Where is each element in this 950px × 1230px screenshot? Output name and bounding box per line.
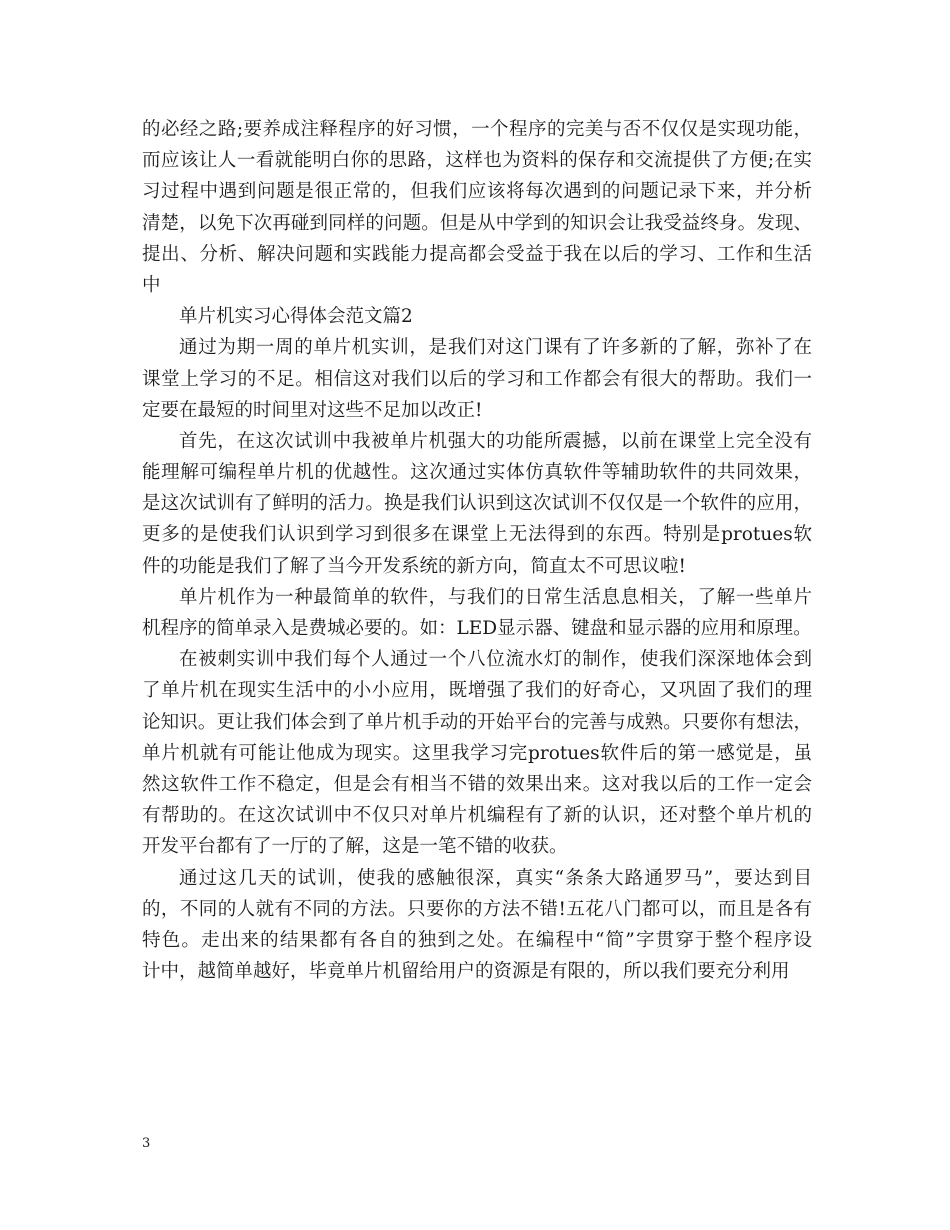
text-line: 了单片机在现实生活中的小小应用，既增强了我们的好奇心，又巩固了我们的理 — [142, 680, 812, 702]
text-line: 首先，在这次试训中我被单片机强大的功能所震撼，以前在课堂上完全没有 — [179, 430, 812, 452]
text-line: 习过程中遇到问题是很正常的，但我们应该将每次遇到的问题记录下来，并分析 — [142, 181, 812, 203]
text-line: 中 — [142, 274, 161, 296]
text-line: 定要在最短的时间里对这些不足加以改正! — [142, 399, 483, 421]
text-line: 的，不同的人就有不同的方法。只要你的方法不错!五花八门都可以，而且是各有 — [142, 898, 812, 920]
text-line: 然这软件工作不稳定，但是会有相当不错的效果出来。这对我以后的工作一定会 — [142, 773, 812, 795]
text-line: 单片机作为一种最简单的软件，与我们的日常生活息息相关，了解一些单片 — [179, 586, 812, 608]
text-line: 计中，越简单越好，毕竟单片机留给用户的资源是有限的，所以我们要充分利用 — [142, 961, 790, 983]
paragraph — [142, 863, 812, 988]
text-line: 论知识。更让我们体会到了单片机手动的开始平台的完善与成熟。只要你有想法， — [142, 711, 812, 733]
text-line: 是这次试训有了鲜明的活力。换是我们认识到这次试训不仅仅是一个软件的应用， — [142, 493, 812, 515]
paragraph — [142, 644, 812, 862]
text-line: 开发平台都有了一厅的了解，这是一笔不错的收获。 — [142, 836, 568, 858]
text-line: 在被刺实训中我们每个人通过一个八位流水灯的制作，使我们深深地体会到 — [179, 649, 812, 671]
page-number: 3 — [142, 1136, 151, 1151]
text-line: 更多的是使我们认识到学习到很多在课堂上无法得到的东西。特别是protues软 — [142, 524, 812, 546]
paragraph — [142, 426, 812, 582]
text-line: 清楚，以免下次再碰到同样的问题。但是从中学到的知识会让我受益终身。发现、 — [142, 212, 812, 234]
text-line: 特色。走出来的结果都有各自的独到之处。在编程中“简”字贯穿于整个程序设 — [142, 929, 812, 951]
text-line: 单片机就有可能让他成为现实。这里我学习完protues软件后的第一感觉是，虽 — [142, 742, 812, 764]
text-line: 通过为期一周的单片机实训，是我们对这门课有了许多新的了解，弥补了在 — [179, 337, 812, 359]
text-line: 件的功能是我们了解了当今开发系统的新方向，简直太不可思议啦! — [142, 555, 686, 577]
document-body — [142, 114, 812, 987]
text-line: 单片机实习心得体会范文篇2 — [179, 306, 413, 328]
text-line: 通过这几天的试训，使我的感触很深，真实“条条大路通罗马”，要达到目 — [179, 867, 812, 889]
paragraph — [142, 301, 812, 332]
paragraph — [142, 332, 812, 426]
paragraph — [142, 582, 812, 644]
text-line: 而应该让人一看就能明白你的思路，这样也为资料的保存和交流提供了方便;在实 — [142, 150, 812, 172]
text-line: 课堂上学习的不足。相信这对我们以后的学习和工作都会有很大的帮助。我们一 — [142, 368, 812, 390]
paragraph — [142, 114, 812, 301]
text-line: 有帮助的。在这次试训中不仅只对单片机编程有了新的认识，还对整个单片机的 — [142, 805, 812, 827]
text-line: 能理解可编程单片机的优越性。这次通过实体仿真软件等辅助软件的共同效果， — [142, 462, 812, 484]
text-line: 的必经之路;要养成注释程序的好习惯，一个程序的完美与否不仅仅是实现功能， — [142, 119, 812, 140]
text-line: 机程序的简单录入是费城必要的。如：LED显示器、键盘和显示器的应用和原理。 — [142, 618, 812, 639]
text-line: 提出、分析、解决问题和实践能力提高都会受益于我在以后的学习、工作和生活 — [142, 243, 812, 265]
